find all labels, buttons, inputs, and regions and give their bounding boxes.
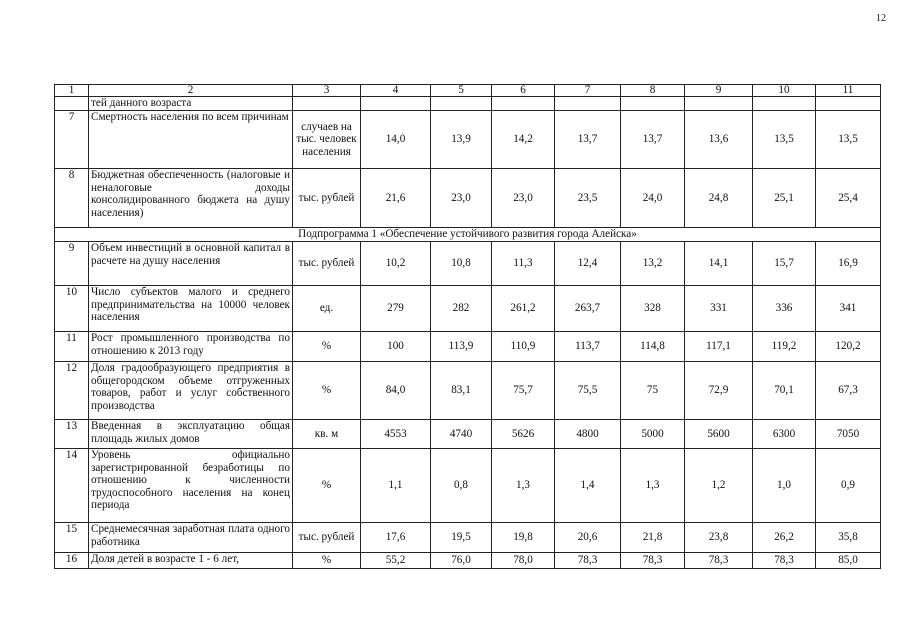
value-cell: 25,1 bbox=[753, 169, 816, 228]
indicator-name: Введенная в эксплуатацию общая площадь жилых домов bbox=[89, 420, 293, 449]
empty-cell bbox=[431, 97, 492, 111]
header-cell: 4 bbox=[361, 85, 431, 97]
value-cell: 35,8 bbox=[816, 523, 881, 553]
header-cell: 5 bbox=[431, 85, 492, 97]
indicators-table bbox=[54, 84, 881, 569]
value-cell: 13,2 bbox=[621, 242, 685, 286]
row-number bbox=[55, 97, 89, 111]
value-cell: 14,0 bbox=[361, 111, 431, 169]
value-cell: 19,8 bbox=[492, 523, 555, 553]
value-cell: 75 bbox=[621, 362, 685, 420]
value-cell: 1,1 bbox=[361, 449, 431, 523]
value-cell: 13,5 bbox=[816, 111, 881, 169]
row-number: 10 bbox=[55, 286, 89, 332]
value-cell: 21,6 bbox=[361, 169, 431, 228]
row-number: 16 bbox=[55, 553, 89, 569]
value-cell: 4740 bbox=[431, 420, 492, 449]
unit-cell: ед. bbox=[293, 286, 361, 332]
indicator-name: Число субъектов малого и среднего предпринимательства на 10000 человек населения bbox=[89, 286, 293, 332]
value-cell: 24,8 bbox=[685, 169, 753, 228]
value-cell: 75,5 bbox=[555, 362, 621, 420]
unit-cell: % bbox=[293, 449, 361, 523]
value-cell: 21,8 bbox=[621, 523, 685, 553]
value-cell: 261,2 bbox=[492, 286, 555, 332]
value-cell: 75,7 bbox=[492, 362, 555, 420]
section-row bbox=[55, 228, 881, 242]
header-cell: 3 bbox=[293, 85, 361, 97]
unit-cell: % bbox=[293, 362, 361, 420]
header-cell: 2 bbox=[89, 85, 293, 97]
value-cell: 78,3 bbox=[685, 553, 753, 569]
value-cell: 0,8 bbox=[431, 449, 492, 523]
value-cell: 23,8 bbox=[685, 523, 753, 553]
value-cell: 14,2 bbox=[492, 111, 555, 169]
value-cell: 78,3 bbox=[753, 553, 816, 569]
empty-cell bbox=[816, 97, 881, 111]
row-number: 8 bbox=[55, 169, 89, 228]
value-cell: 0,9 bbox=[816, 449, 881, 523]
table-row bbox=[55, 362, 881, 420]
table-row bbox=[55, 169, 881, 228]
value-cell: 336 bbox=[753, 286, 816, 332]
value-cell: 1,0 bbox=[753, 449, 816, 523]
value-cell: 10,2 bbox=[361, 242, 431, 286]
value-cell: 4553 bbox=[361, 420, 431, 449]
value-cell: 110,9 bbox=[492, 332, 555, 362]
header-cell: 7 bbox=[555, 85, 621, 97]
unit-cell: тыс. рублей bbox=[293, 523, 361, 553]
row-number: 12 bbox=[55, 362, 89, 420]
value-cell: 83,1 bbox=[431, 362, 492, 420]
continuation-row bbox=[55, 97, 881, 111]
value-cell: 117,1 bbox=[685, 332, 753, 362]
indicator-name: Бюджетная обеспеченность (налоговые и неналоговые доходы консолидированного бюджета на душу населения) bbox=[89, 169, 293, 228]
value-cell: 6300 bbox=[753, 420, 816, 449]
value-cell: 25,4 bbox=[816, 169, 881, 228]
unit-cell: случаев на тыс. человек населения bbox=[293, 111, 361, 169]
value-cell: 16,9 bbox=[816, 242, 881, 286]
value-cell: 13,7 bbox=[555, 111, 621, 169]
table-row bbox=[55, 242, 881, 286]
table-header-row bbox=[55, 85, 881, 97]
indicator-name: тей данного возраста bbox=[89, 97, 293, 111]
table-row bbox=[55, 523, 881, 553]
unit-cell: % bbox=[293, 553, 361, 569]
unit-cell: % bbox=[293, 332, 361, 362]
indicator-name: Уровень официально зарегистрированной безработицы по отношению к численности трудоспособного населения на конец периода bbox=[89, 449, 293, 523]
value-cell: 328 bbox=[621, 286, 685, 332]
value-cell: 5626 bbox=[492, 420, 555, 449]
value-cell: 85,0 bbox=[816, 553, 881, 569]
value-cell: 5600 bbox=[685, 420, 753, 449]
value-cell: 341 bbox=[816, 286, 881, 332]
row-number: 15 bbox=[55, 523, 89, 553]
value-cell: 263,7 bbox=[555, 286, 621, 332]
unit-cell: кв. м bbox=[293, 420, 361, 449]
value-cell: 279 bbox=[361, 286, 431, 332]
value-cell: 5000 bbox=[621, 420, 685, 449]
value-cell: 282 bbox=[431, 286, 492, 332]
indicator-name: Рост промышленного производства по отношению к 2013 году bbox=[89, 332, 293, 362]
value-cell: 13,5 bbox=[753, 111, 816, 169]
table-row bbox=[55, 111, 881, 169]
value-cell: 113,7 bbox=[555, 332, 621, 362]
value-cell: 15,7 bbox=[753, 242, 816, 286]
table-row bbox=[55, 332, 881, 362]
row-number: 14 bbox=[55, 449, 89, 523]
page-number: 12 bbox=[876, 13, 886, 24]
table-row bbox=[55, 553, 881, 569]
value-cell: 1,3 bbox=[492, 449, 555, 523]
header-cell: 11 bbox=[816, 85, 881, 97]
value-cell: 17,6 bbox=[361, 523, 431, 553]
empty-cell bbox=[492, 97, 555, 111]
value-cell: 120,2 bbox=[816, 332, 881, 362]
value-cell: 1,4 bbox=[555, 449, 621, 523]
indicator-name: Смертность населения по всем причинам bbox=[89, 111, 293, 169]
value-cell: 20,6 bbox=[555, 523, 621, 553]
header-cell: 10 bbox=[753, 85, 816, 97]
value-cell: 1,3 bbox=[621, 449, 685, 523]
value-cell: 78,3 bbox=[621, 553, 685, 569]
row-number: 11 bbox=[55, 332, 89, 362]
value-cell: 67,3 bbox=[816, 362, 881, 420]
empty-cell bbox=[753, 97, 816, 111]
indicator-name: Доля детей в возрасте 1 - 6 лет, bbox=[89, 553, 293, 569]
table-row bbox=[55, 449, 881, 523]
value-cell: 14,1 bbox=[685, 242, 753, 286]
section-title: Подпрограмма 1 «Обеспечение устойчивого развития города Алейска» bbox=[55, 228, 881, 242]
value-cell: 100 bbox=[361, 332, 431, 362]
empty-cell bbox=[361, 97, 431, 111]
value-cell: 23,0 bbox=[431, 169, 492, 228]
value-cell: 10,8 bbox=[431, 242, 492, 286]
value-cell: 70,1 bbox=[753, 362, 816, 420]
value-cell: 23,5 bbox=[555, 169, 621, 228]
row-number: 9 bbox=[55, 242, 89, 286]
value-cell: 11,3 bbox=[492, 242, 555, 286]
value-cell: 19,5 bbox=[431, 523, 492, 553]
header-cell: 6 bbox=[492, 85, 555, 97]
value-cell: 24,0 bbox=[621, 169, 685, 228]
value-cell: 13,7 bbox=[621, 111, 685, 169]
value-cell: 7050 bbox=[816, 420, 881, 449]
empty-cell bbox=[293, 97, 361, 111]
table-body bbox=[55, 85, 881, 569]
value-cell: 12,4 bbox=[555, 242, 621, 286]
value-cell: 78,0 bbox=[492, 553, 555, 569]
row-number: 13 bbox=[55, 420, 89, 449]
value-cell: 78,3 bbox=[555, 553, 621, 569]
header-cell: 1 bbox=[55, 85, 89, 97]
unit-cell: тыс. рублей bbox=[293, 242, 361, 286]
empty-cell bbox=[555, 97, 621, 111]
indicator-name: Объем инвестиций в основной капитал в расчете на душу населения bbox=[89, 242, 293, 286]
value-cell: 1,2 bbox=[685, 449, 753, 523]
value-cell: 84,0 bbox=[361, 362, 431, 420]
value-cell: 55,2 bbox=[361, 553, 431, 569]
value-cell: 26,2 bbox=[753, 523, 816, 553]
value-cell: 72,9 bbox=[685, 362, 753, 420]
row-number: 7 bbox=[55, 111, 89, 169]
table-row bbox=[55, 286, 881, 332]
indicator-name: Среднемесячная заработная плата одного работника bbox=[89, 523, 293, 553]
value-cell: 13,6 bbox=[685, 111, 753, 169]
empty-cell bbox=[621, 97, 685, 111]
empty-cell bbox=[685, 97, 753, 111]
value-cell: 119,2 bbox=[753, 332, 816, 362]
header-cell: 8 bbox=[621, 85, 685, 97]
value-cell: 114,8 bbox=[621, 332, 685, 362]
header-cell: 9 bbox=[685, 85, 753, 97]
table-row bbox=[55, 420, 881, 449]
value-cell: 4800 bbox=[555, 420, 621, 449]
indicator-name: Доля градообразующего предприятия в общегородском объеме отгруженных товаров, работ и услуг собственного производства bbox=[89, 362, 293, 420]
value-cell: 23,0 bbox=[492, 169, 555, 228]
unit-cell: тыс. рублей bbox=[293, 169, 361, 228]
value-cell: 331 bbox=[685, 286, 753, 332]
value-cell: 113,9 bbox=[431, 332, 492, 362]
value-cell: 13,9 bbox=[431, 111, 492, 169]
value-cell: 76,0 bbox=[431, 553, 492, 569]
